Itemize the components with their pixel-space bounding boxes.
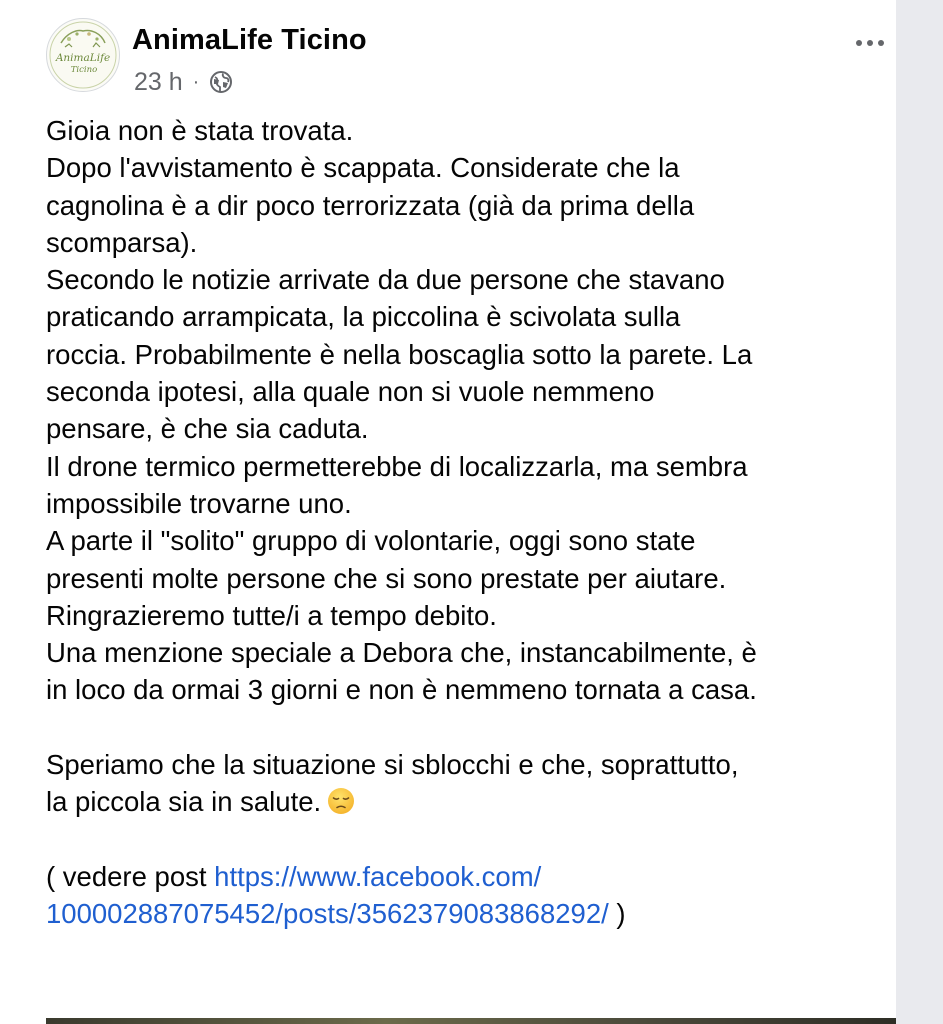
post-line: Una menzione speciale a Debora che, instancabilmente, è [46, 637, 757, 669]
post-line: A parte il "solito" gruppo di volontarie, oggi sono state [46, 525, 696, 557]
link-line [46, 895, 881, 932]
post-timestamp[interactable]: 23 h [134, 67, 183, 96]
attached-image-preview[interactable] [46, 1018, 896, 1024]
post-header [46, 18, 896, 98]
paragraph-gap [46, 709, 881, 746]
post-text [46, 112, 881, 933]
post-line: Il drone termico permetterebbe di localizzarla, ma sembra [46, 450, 748, 482]
post-line: in loco da ormai 3 giorni e non è nemmeno tornata a casa. [46, 674, 757, 706]
post-line: impossibile trovarne uno. [46, 487, 352, 519]
post-line: roccia. Probabilmente è nella boscaglia sotto la parete. La [46, 338, 753, 370]
post-line: Secondo le notizie arrivate da due persone che stavano [46, 264, 725, 296]
post-line: Gioia non è stata trovata. [46, 115, 354, 146]
avatar-text-bottom: Ticino [70, 65, 98, 75]
post-line: Dopo l'avvistamento è scappata. Considerate che la [46, 152, 680, 184]
post-link-part-1[interactable]: https://www.facebook.com/ [214, 860, 542, 892]
closing-line-with-emoji [46, 783, 881, 820]
paragraph-gap [46, 821, 881, 858]
post-line: pensare, è che sia caduta. [46, 413, 369, 445]
closing-line: Speriamo che la situazione si sblocchi e che, soprattutto, [46, 749, 739, 781]
post-line: presenti molte persone che si sono prestate per aiutare. [46, 562, 727, 594]
post-line: praticando arrampicata, la piccolina è scivolata sulla [46, 301, 681, 333]
link-suffix: ) [608, 898, 626, 930]
avatar-text-top: AnimaLife [55, 52, 111, 64]
post-link-part-2[interactable]: 100002887075452/posts/3562379083868292/ [46, 898, 609, 930]
post-meta [134, 66, 233, 98]
page-avatar[interactable] [46, 18, 120, 92]
disappointed-face-emoji-icon [327, 787, 355, 815]
more-dots-icon [855, 39, 885, 47]
post-line: cagnolina è a dir poco terrorizzata (già da prima della [46, 189, 695, 221]
post-line: scomparsa). [46, 226, 198, 258]
meta-separator: · [192, 70, 200, 93]
link-prefix: ( vedere post [46, 860, 215, 892]
globe-icon[interactable] [209, 70, 233, 94]
avatar-logo-icon [47, 19, 119, 91]
post-line: seconda ipotesi, alla quale non si vuole nemmeno [46, 376, 655, 408]
page-name-link[interactable]: AnimaLife Ticino [132, 24, 367, 56]
link-line [46, 858, 881, 895]
post-line: Ringrazieremo tutte/i a tempo debito. [46, 599, 497, 631]
closing-line-text: la piccola sia in salute. [46, 786, 322, 818]
more-options-button[interactable] [852, 28, 888, 58]
